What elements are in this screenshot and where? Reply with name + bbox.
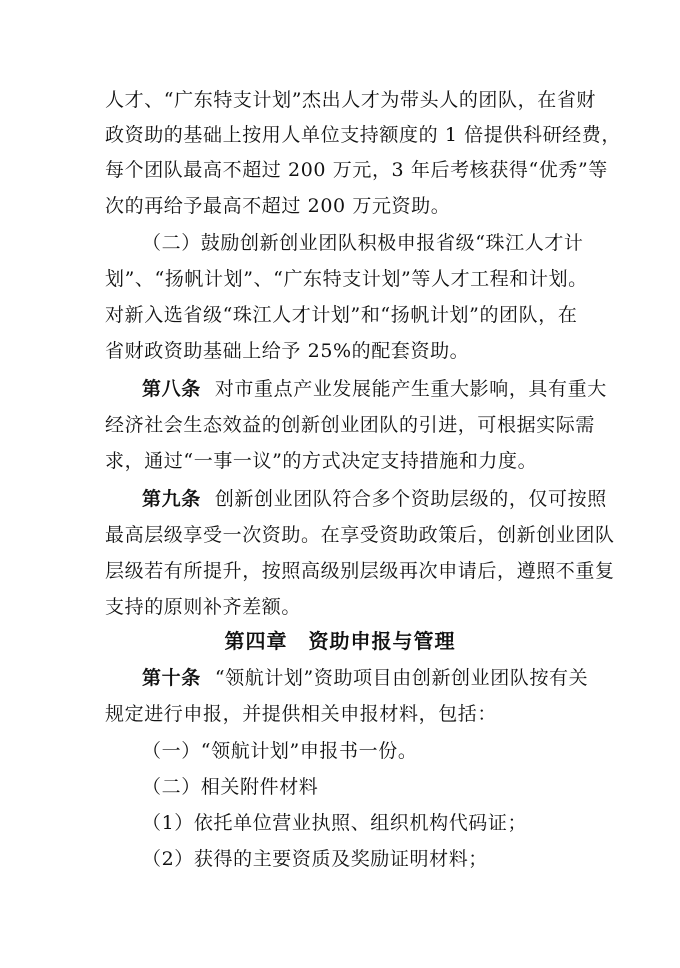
article-8-line [142,377,607,401]
article-9-line [142,487,607,511]
paragraph-line: 规定进行申报，并提供相关申报材料，包括： [105,703,498,725]
list-item: （二）相关附件材料 [142,776,319,798]
list-item: （1）依托单位营业执照、组织机构代码证； [142,812,528,834]
paragraph-line: 次的再给予最高不超过 200 万元资助。 [105,195,451,217]
article-10-label: 第十条 [142,667,201,689]
list-item: （2）获得的主要资质及奖励证明材料； [142,848,488,870]
paragraph-line: 人才、“广东特支计划”杰出人才为带头人的团队，在省财 [105,89,597,111]
paragraph-line: 最高层级享受一次资助。在享受资助政策后，创新创业团队 [105,524,615,546]
paragraph-line: 省财政资助基础上给予 25%的配套资助。 [105,340,470,362]
article-10-text: “领航计划”资助项目由创新创业团队按有关 [214,667,589,689]
paragraph-line: （二）鼓励创新创业团队积极申报省级“珠江人才计 [142,232,584,254]
paragraph-line: 划”、“扬帆计划”、“广东特支计划”等人才工程和计划。 [105,268,588,290]
paragraph-line: 求，通过“一事一议”的方式决定支持措施和力度。 [105,450,538,472]
article-10-line [142,666,588,690]
list-item: （一）“领航计划”申报书一份。 [142,740,418,762]
article-9-label: 第九条 [142,488,201,510]
article-8-label: 第八条 [142,378,201,400]
article-8-text: 对市重点产业发展能产生重大影响，具有重大 [214,378,607,400]
paragraph-line: 经济社会生态效益的创新创业团队的引进，可根据实际需 [105,414,596,436]
paragraph-line: 政资助的基础上按用人单位支持额度的 1 倍提供科研经费， [105,124,621,146]
paragraph-line: 支持的原则补齐差额。 [105,596,302,618]
paragraph-line: 对新入选省级“珠江人才计划”和“扬帆计划”的团队，在 [105,304,578,326]
chapter-heading: 第四章 资助申报与管理 [224,629,456,653]
paragraph-line: 每个团队最高不超过 200 万元，3 年后考核获得“优秀”等 [105,159,608,181]
paragraph-line: 层级若有所提升，按照高级别层级再次申请后，遵照不重复 [105,560,615,582]
article-9-text: 创新创业团队符合多个资助层级的，仅可按照 [214,488,607,510]
